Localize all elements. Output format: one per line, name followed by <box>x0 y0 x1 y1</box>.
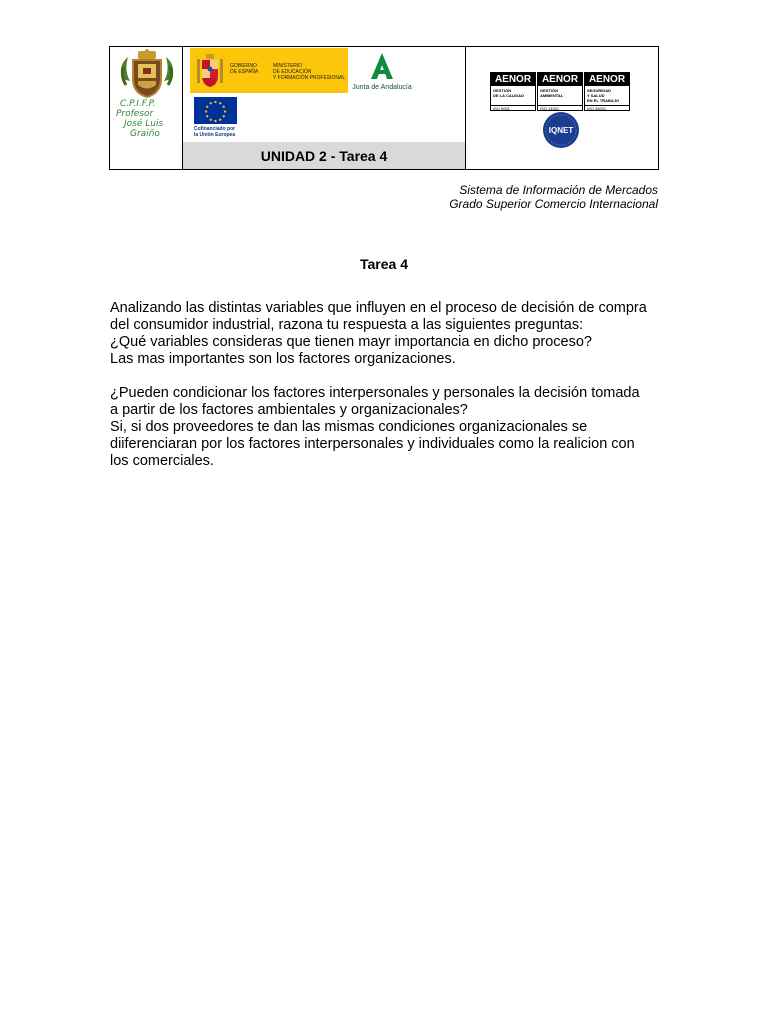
aenor-certificate-quality <box>490 72 536 111</box>
junta-andalucia-logo <box>351 51 413 95</box>
ministry-banner <box>190 48 348 93</box>
certifications-cell <box>466 47 658 169</box>
school-name-line: José Luis <box>124 119 164 129</box>
school-cell <box>110 47 183 169</box>
aenor-brand: AENOR <box>538 73 582 86</box>
institution-logos <box>183 47 465 143</box>
course-program: Grado Superior Comercio Internacional <box>449 197 658 211</box>
course-info <box>449 183 658 211</box>
school-name-line: C.P.I.F.P. <box>120 99 156 109</box>
aenor-certificate-safety <box>584 72 630 111</box>
unit-title: UNIDAD 2 - Tarea 4 <box>183 142 465 169</box>
spain-coat-of-arms-icon <box>195 53 225 89</box>
aenor-code: ISO 45001 <box>585 105 629 111</box>
institution-cell <box>183 47 466 169</box>
answer-1: Las mas importantes son los factores organizaciones. <box>110 351 456 367</box>
aenor-description: GESTIÓN DE LA CALIDAD <box>493 88 524 98</box>
school-name-line: Profesor <box>116 109 154 119</box>
school-crest-logo <box>116 49 178 99</box>
ministry-label: MINISTERIO DE EDUCACIÓN Y FORMACIÓN PROFESIONAL <box>273 63 346 81</box>
paragraph-gap <box>110 368 650 385</box>
aenor-brand: AENOR <box>585 73 629 86</box>
aenor-description: GESTIÓN AMBIENTAL <box>540 88 564 98</box>
aenor-description: SEGURIDAD Y SALUD EN EL TRABAJO <box>587 88 620 103</box>
aenor-code: ISO 9001 <box>491 105 535 111</box>
document-header <box>109 46 659 170</box>
eu-funding-label: Cofinanciado por la Unión Europea <box>194 126 236 138</box>
junta-label: Junta de Andalucía <box>352 84 412 91</box>
school-name-line: Graiño <box>130 129 160 139</box>
task-intro: Analizando las distintas variables que influyen en el proceso de decisión de compra del consumidor industrial, razona tu respuesta a las siguientes preguntas: <box>110 300 647 333</box>
government-label: GOBIERNO DE ESPAÑA <box>230 63 259 75</box>
task-content <box>110 300 650 470</box>
aenor-code: ISO 14001 <box>538 105 582 111</box>
question-1: ¿Qué variables consideras que tienen mayr importancia en dicho proceso? <box>110 334 592 350</box>
school-name <box>116 99 178 139</box>
iqnet-label: IQNET <box>548 126 574 135</box>
question-2: ¿Pueden condicionar los factores interpersonales y personales la decisión tomada a partir de los factores ambientales y organizacionales? <box>110 385 640 418</box>
course-subject: Sistema de Información de Mercados <box>459 183 658 197</box>
junta-a-icon <box>367 51 397 81</box>
eu-flag-icon <box>194 97 237 124</box>
aenor-brand: AENOR <box>491 73 535 86</box>
task-title: Tarea 4 <box>360 256 408 272</box>
aenor-certifications <box>490 72 631 111</box>
answer-2: Si, si dos proveedores te dan las mismas condiciones organizacionales se diiferenciaran por los factores interpersonales y individuales como la realicion con los comerciales. <box>110 419 635 469</box>
iqnet-logo-icon <box>542 111 580 149</box>
aenor-certificate-environment <box>537 72 583 111</box>
